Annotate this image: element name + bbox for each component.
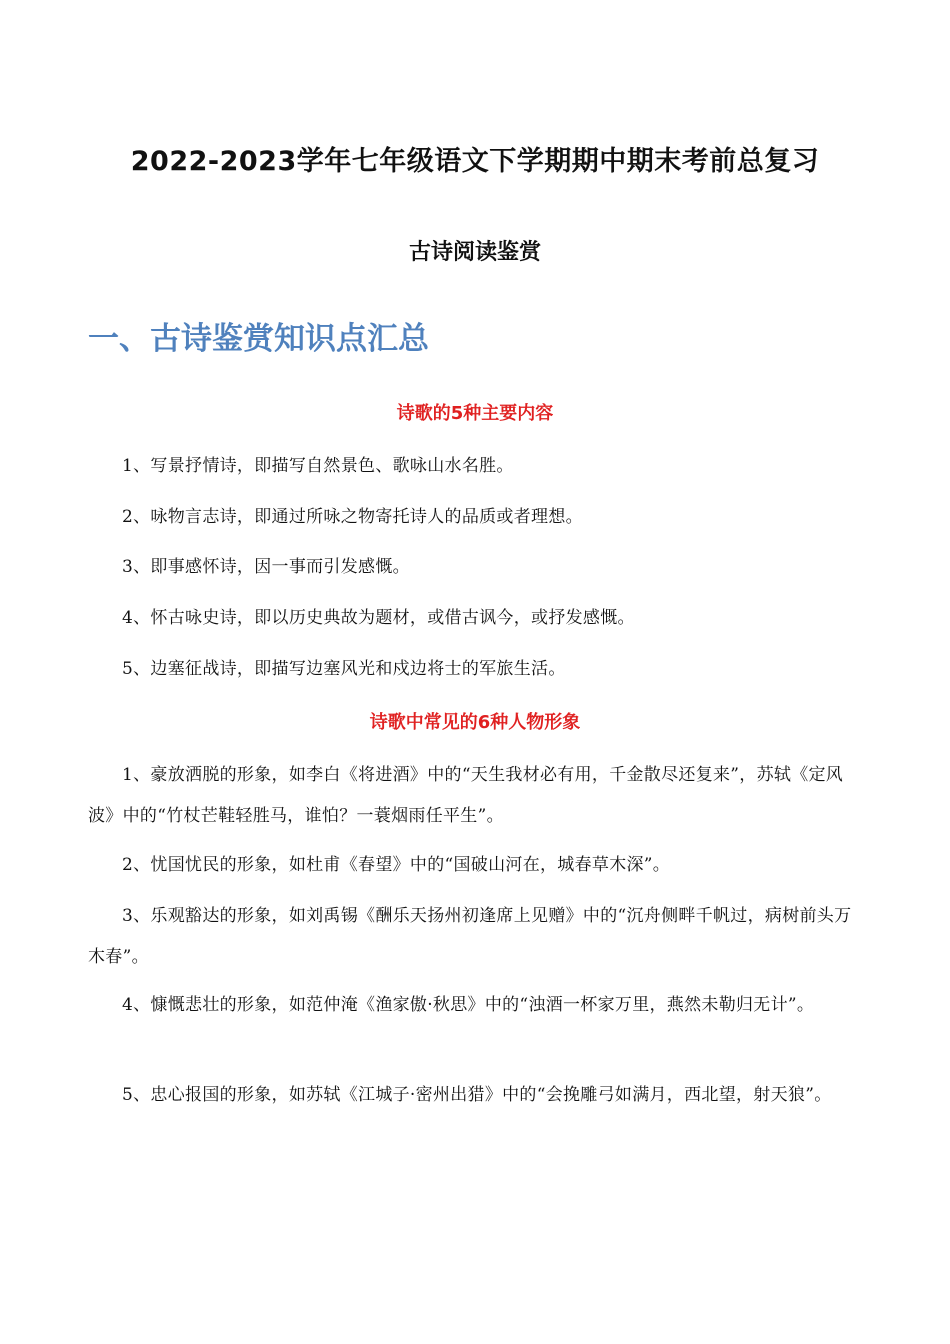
list-item: 1、写景抒情诗，即描写自然景色、歌咏山水名胜。 xyxy=(122,456,514,476)
list-item: 4、怀古咏史诗，即以历史典故为题材，或借古讽今，或抒发感慨。 xyxy=(122,608,635,628)
list-item: 1、豪放洒脱的形象，如李白《将进酒》中的“天生我材必有用，千金散尽还复来”，苏轼《定风波》中的“竹杖芒鞋轻胜马，谁怕？一蓑烟雨任平生”。 xyxy=(88,765,844,826)
list-item: 2、忧国忧民的形象，如杜甫《春望》中的“国破山河在，城春草木深”。 xyxy=(122,855,671,875)
document-subtitle: 古诗阅读鉴赏 xyxy=(408,240,541,265)
list-item: 4、慷慨悲壮的形象，如范仲淹《渔家傲·秋思》中的“浊酒一杯家万里，燕然未勒归无计”。 xyxy=(122,995,815,1015)
list-item: 5、边塞征战诗，即描写边塞风光和戍边将士的军旅生活。 xyxy=(122,659,566,679)
list-item: 5、忠心报国的形象，如苏轼《江城子·密州出猎》中的“会挽雕弓如满月，西北望，射天狼”。 xyxy=(122,1085,832,1105)
list-item: 3、乐观豁达的形象，如刘禹锡《酬乐天扬州初逢席上见赠》中的“沉舟侧畔千帆过，病树前头万木春”。 xyxy=(88,906,852,967)
list-item: 3、即事感怀诗，因一事而引发感慨。 xyxy=(122,557,410,577)
list-item: 2、咏物言志诗，即通过所咏之物寄托诗人的品质或者理想。 xyxy=(122,507,583,527)
section-heading: 一、古诗鉴赏知识点汇总 xyxy=(88,321,429,357)
sub-heading-content-types: 诗歌的5种主要内容 xyxy=(396,403,554,424)
sub-heading-character-images: 诗歌中常见的6种人物形象 xyxy=(369,712,581,733)
document-title: 2022-2023学年七年级语文下学期期中期末考前总复习 xyxy=(130,146,820,177)
